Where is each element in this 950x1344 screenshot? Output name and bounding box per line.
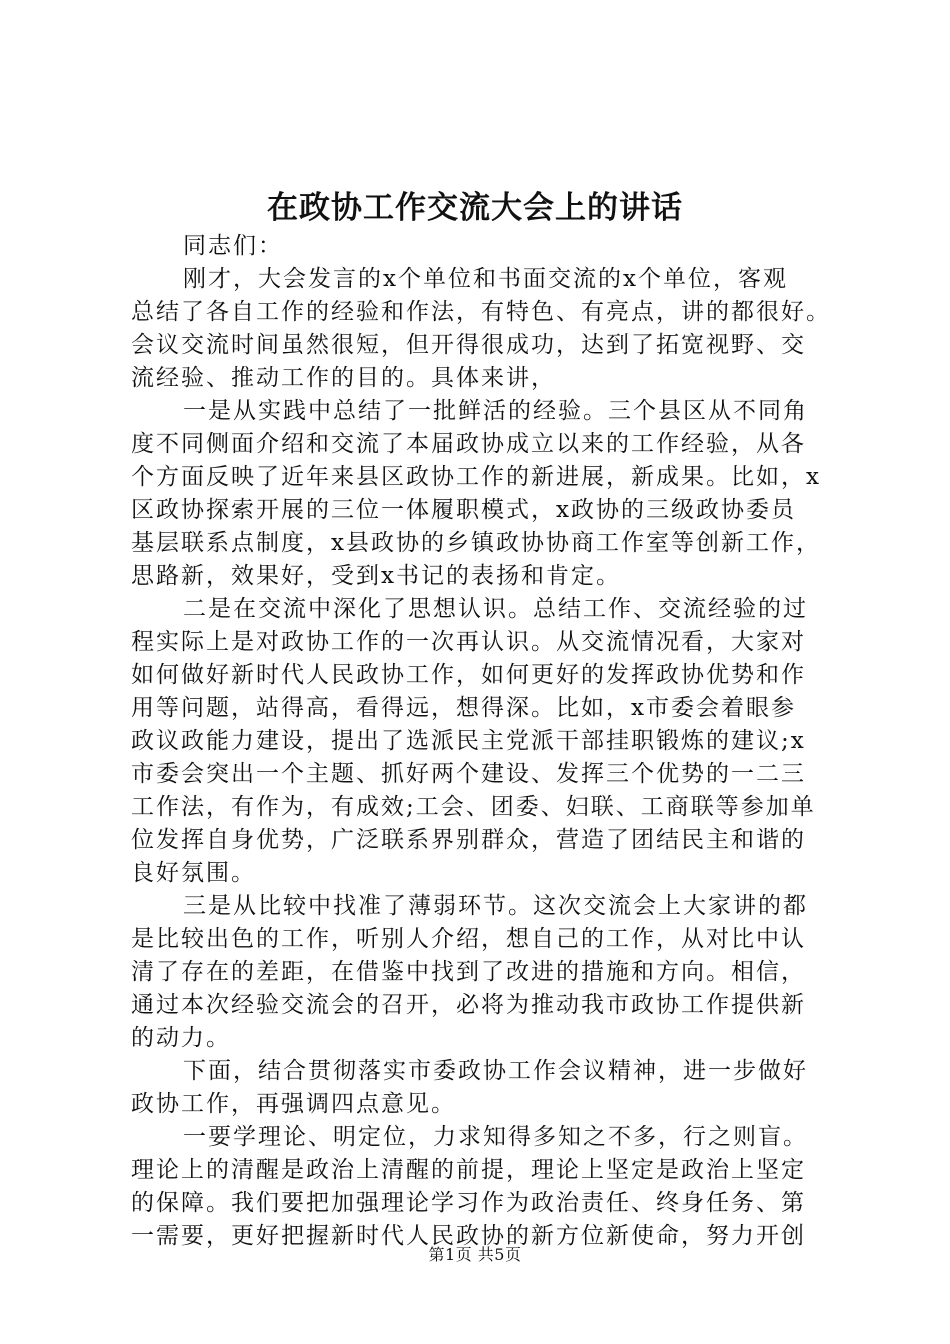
text-line: 会议交流时间虽然很短，但开得很成功，达到了拓宽视野、交 (131, 332, 806, 358)
text-line: 刚才，大会发言的x个单位和书面交流的x个单位，客观 (183, 266, 788, 292)
text-line: 理论上的清醒是政治上清醒的前提，理论上坚定是政治上坚定 (131, 1157, 806, 1183)
text-line: 是比较出色的工作，听别人介绍，想自己的工作，从对比中认 (131, 926, 806, 952)
text-line: 三是从比较中找准了薄弱环节。这次交流会上大家讲的都 (183, 893, 808, 919)
text-line: 清了存在的差距，在借鉴中找到了改进的措施和方向。相信， (131, 959, 806, 985)
text-line: 思路新，效果好，受到x书记的表扬和肯定。 (131, 563, 621, 589)
text-line: 用等问题，站得高，看得远，想得深。比如，x市委会着眼参 (131, 695, 796, 721)
text-line: 的动力。 (131, 1025, 231, 1051)
text-line: 政议政能力建设，提出了选派民主党派干部挂职锻炼的建议;x (131, 728, 806, 754)
document-title: 在政协工作交流大会上的讲话 (267, 190, 683, 226)
text-line: 程实际上是对政协工作的一次再认识。从交流情况看，大家对 (131, 629, 806, 655)
text-line: 通过本次经验交流会的召开，必将为推动我市政协工作提供新 (131, 992, 806, 1018)
text-line: 的保障。我们要把加强理论学习作为政治责任、终身任务、第 (131, 1190, 806, 1216)
text-line: 一是从实践中总结了一批鲜活的经验。三个县区从不同角 (183, 398, 808, 424)
text-line: 区政协探索开展的三位一体履职模式，x政协的三级政协委员 (131, 497, 796, 523)
text-line: 同志们： (183, 233, 283, 259)
text-line: 一需要，更好把握新时代人民政协的新方位新使命，努力开创 (131, 1223, 806, 1249)
text-line: 流经验、推动工作的目的。具体来讲， (131, 365, 556, 391)
text-line: 度不同侧面介绍和交流了本届政协成立以来的工作经验，从各 (131, 431, 806, 457)
page-footer: 第1页 共5页 (428, 1245, 522, 1264)
text-line: 二是在交流中深化了思想认识。总结工作、交流经验的过 (183, 596, 808, 622)
text-line: 一要学理论、明定位，力求知得多知之不多，行之则盲。 (183, 1124, 808, 1150)
text-line: 政协工作，再强调四点意见。 (131, 1091, 456, 1117)
text-line: 总结了各自工作的经验和作法，有特色、有亮点，讲的都很好。 (131, 299, 831, 325)
text-line: 个方面反映了近年来县区政协工作的新进展，新成果。比如，x (131, 464, 821, 490)
text-line: 市委会突出一个主题、抓好两个建设、发挥三个优势的一二三 (131, 761, 806, 787)
text-line: 位发挥自身优势，广泛联系界别群众，营造了团结民主和谐的 (131, 827, 806, 853)
text-line: 下面，结合贯彻落实市委政协工作会议精神，进一步做好 (183, 1058, 808, 1084)
text-line: 基层联系点制度，x县政协的乡镇政协协商工作室等创新工作， (131, 530, 821, 556)
text-line: 工作法，有作为，有成效;工会、团委、妇联、工商联等参加单 (131, 794, 816, 820)
text-line: 如何做好新时代人民政协工作，如何更好的发挥政协优势和作 (131, 662, 806, 688)
text-line: 良好氛围。 (131, 860, 256, 886)
document-body (131, 230, 839, 1253)
